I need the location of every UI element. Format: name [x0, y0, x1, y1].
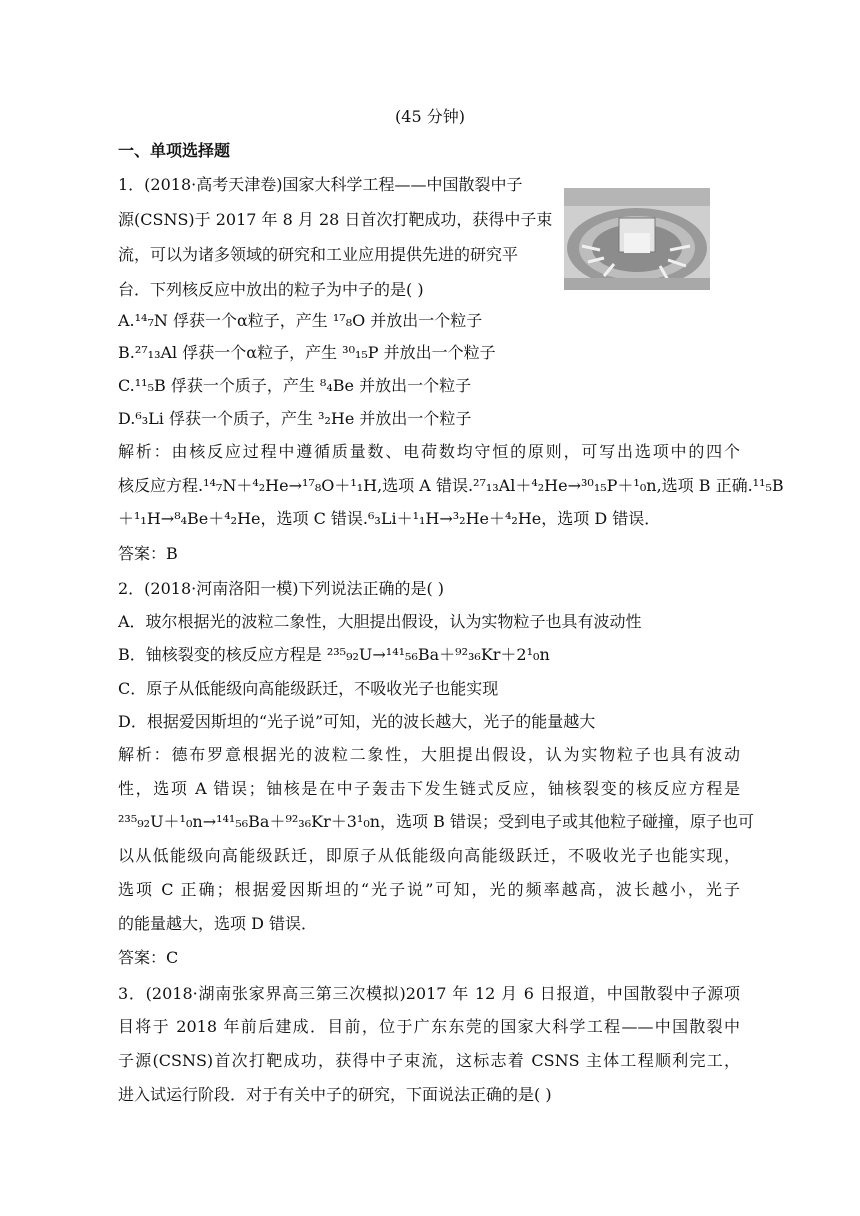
q1-stem-line-1: 1．(2018·高考天津卷)国家大科学工程——中国散裂中子 [118, 175, 523, 194]
q1-option-b: B.²⁷₁₃Al 俘获一个α粒子，产生 ³⁰₁₅P 并放出一个粒子 [118, 343, 496, 362]
q2-analysis-line-5: 选项 C 正确；根据爱因斯坦的“光子说”可知，光的频率越高，波长越小，光子 [118, 880, 740, 899]
q1-stem-line-4: 台．下列核反应中放出的粒子为中子的是( ) [118, 280, 424, 299]
q1-stem-line-3: 流，可以为诸多领域的研究和工业应用提供先进的研究平 [118, 245, 519, 264]
q2-option-c: C．原子从低能级向高能级跃迁，不吸收光子也能实现 [118, 679, 499, 698]
q1-analysis-line-2: 核反应方程.¹⁴₇N＋⁴₂He→¹⁷₈O＋¹₁H,选项 A 错误.²⁷₁₃Al＋⁴₂He→³⁰₁₅P＋¹₀n,选项 B 正确.¹¹₅B [118, 476, 784, 495]
q3-stem-line-2: 目将于 2018 年前后建成．目前，位于广东东莞的国家大科学工程——中国散裂中 [118, 1017, 740, 1036]
q2-analysis-line-2: 性，选项 A 错误；铀核是在中子轰击下发生链式反应，铀核裂变的核反应方程是 [118, 779, 740, 798]
q1-option-c: C.¹¹₅B 俘获一个质子，产生 ⁸₄Be 并放出一个粒子 [118, 376, 472, 395]
q1-analysis-line-1: 解析：由核反应过程中遵循质量数、电荷数均守恒的原则，可写出选项中的四个 [118, 442, 740, 461]
q2-analysis-line-3: ²³⁵₉₂U＋¹₀n→¹⁴¹₅₆Ba＋⁹²₃₆Kr＋3¹₀n，选项 B 错误；受到电子或其他粒子碰撞，原子也可 [118, 812, 754, 831]
q2-option-a: A．玻尔根据光的波粒二象性，大胆提出假设，认为实物粒子也具有波动性 [118, 612, 642, 631]
q1-option-a: A.¹⁴₇N 俘获一个α粒子，产生 ¹⁷₈O 并放出一个粒子 [118, 311, 483, 330]
q2-option-b: B．铀核裂变的核反应方程是 ²³⁵₉₂U→¹⁴¹₅₆Ba＋⁹²₃₆Kr＋2¹₀n [118, 645, 550, 664]
q2-option-d: D．根据爱因斯坦的“光子说”可知，光的波长越大，光子的能量越大 [118, 712, 596, 731]
q2-stem: 2．(2018·河南洛阳一模)下列说法正确的是( ) [118, 579, 445, 598]
duration-header: (45 分钟) [395, 107, 465, 126]
q2-analysis-line-6: 的能量越大，选项 D 错误． [118, 914, 318, 933]
csns-facility-photo [564, 188, 710, 290]
q2-answer: 答案：C [118, 948, 179, 967]
q3-stem-line-1: 3．(2018·湖南张家界高三第三次模拟)2017 年 12 月 6 日报道，中国散裂中子源项 [118, 984, 740, 1003]
q1-option-d: D.⁶₃Li 俘获一个质子，产生 ³₂He 并放出一个粒子 [118, 409, 472, 428]
q1-stem-line-2: 源(CSNS)于 2017 年 8 月 28 日首次打靶成功，获得中子束 [118, 210, 553, 229]
section-title: 一、单项选择题 [118, 141, 231, 160]
q1-analysis-line-3: ＋¹₁H→⁸₄Be＋⁴₂He，选项 C 错误.⁶₃Li＋¹₁H→³₂He＋⁴₂He，选项 D 错误． [118, 509, 661, 528]
q2-analysis-line-4: 以从低能级向高能级跃迁，即原子从低能级向高能级跃迁，不吸收光子也能实现， [118, 846, 740, 865]
q1-answer: 答案：B [118, 544, 178, 563]
q2-analysis-line-1: 解析：德布罗意根据光的波粒二象性，大胆提出假设，认为实物粒子也具有波动 [118, 745, 740, 764]
q3-stem-line-3: 子源(CSNS)首次打靶成功，获得中子束流，这标志着 CSNS 主体工程顺利完工， [118, 1051, 740, 1070]
q3-stem-line-4: 进入试运行阶段．对于有关中子的研究，下面说法正确的是( ) [118, 1085, 552, 1104]
